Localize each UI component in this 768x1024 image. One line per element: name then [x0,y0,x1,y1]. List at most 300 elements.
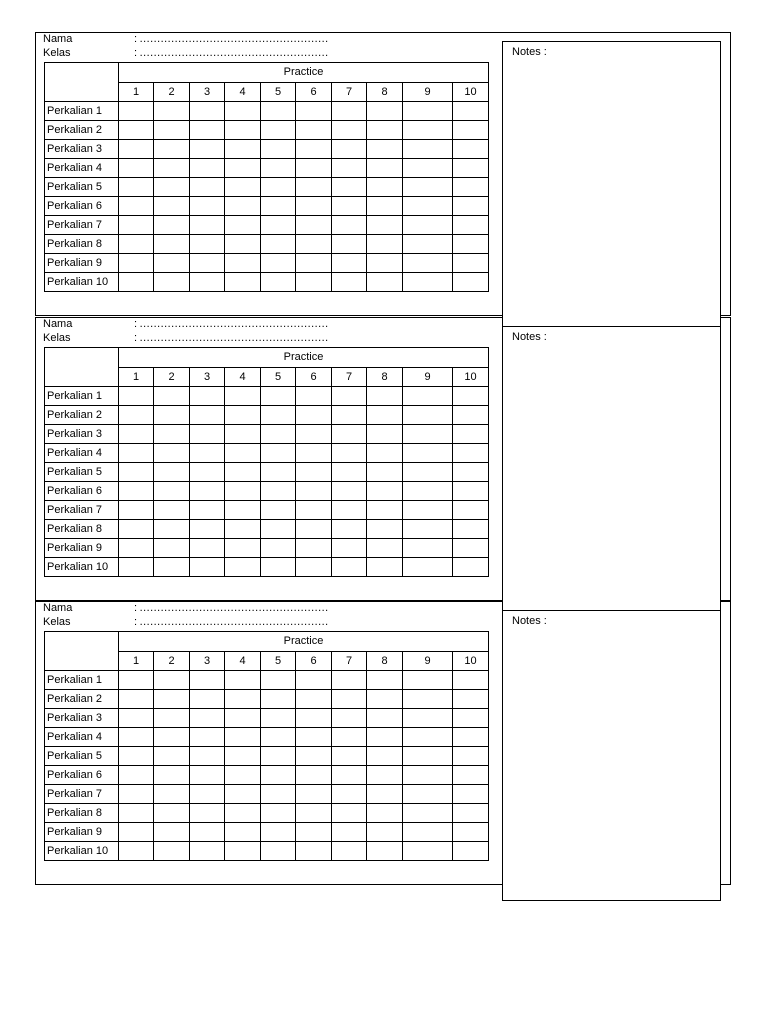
answer-cell[interactable] [119,178,154,197]
answer-cell[interactable] [296,387,332,406]
answer-cell[interactable] [119,159,154,178]
answer-cell[interactable] [225,558,261,577]
answer-cell[interactable] [261,823,296,842]
answer-cell[interactable] [154,690,190,709]
answer-cell[interactable] [154,425,190,444]
answer-cell[interactable] [261,747,296,766]
answer-cell[interactable] [332,235,367,254]
answer-cell[interactable] [332,121,367,140]
answer-cell[interactable] [403,273,453,292]
answer-cell[interactable] [225,766,261,785]
answer-cell[interactable] [332,785,367,804]
answer-cell[interactable] [225,709,261,728]
answer-cell[interactable] [190,444,225,463]
answer-cell[interactable] [367,671,403,690]
answer-cell[interactable] [296,482,332,501]
answer-cell[interactable] [453,140,489,159]
answer-cell[interactable] [453,387,489,406]
answer-cell[interactable] [225,823,261,842]
answer-cell[interactable] [296,197,332,216]
answer-cell[interactable] [261,425,296,444]
class-field[interactable]: : ……………………………………………… [134,47,329,59]
answer-cell[interactable] [453,425,489,444]
answer-cell[interactable] [453,216,489,235]
answer-cell[interactable] [332,539,367,558]
answer-cell[interactable] [261,444,296,463]
answer-cell[interactable] [367,273,403,292]
answer-cell[interactable] [190,102,225,121]
answer-cell[interactable] [367,842,403,861]
answer-cell[interactable] [296,425,332,444]
answer-cell[interactable] [190,785,225,804]
answer-cell[interactable] [154,804,190,823]
answer-cell[interactable] [296,785,332,804]
answer-cell[interactable] [154,501,190,520]
answer-cell[interactable] [190,842,225,861]
answer-cell[interactable] [190,823,225,842]
answer-cell[interactable] [453,558,489,577]
answer-cell[interactable] [296,273,332,292]
answer-cell[interactable] [190,671,225,690]
answer-cell[interactable] [403,766,453,785]
answer-cell[interactable] [225,520,261,539]
answer-cell[interactable] [154,387,190,406]
answer-cell[interactable] [119,501,154,520]
answer-cell[interactable] [190,406,225,425]
answer-cell[interactable] [261,102,296,121]
answer-cell[interactable] [367,804,403,823]
answer-cell[interactable] [403,842,453,861]
answer-cell[interactable] [154,216,190,235]
answer-cell[interactable] [403,216,453,235]
answer-cell[interactable] [453,159,489,178]
answer-cell[interactable] [154,558,190,577]
answer-cell[interactable] [261,558,296,577]
answer-cell[interactable] [154,273,190,292]
answer-cell[interactable] [190,558,225,577]
answer-cell[interactable] [367,197,403,216]
answer-cell[interactable] [119,747,154,766]
answer-cell[interactable] [332,728,367,747]
answer-cell[interactable] [332,747,367,766]
answer-cell[interactable] [296,254,332,273]
answer-cell[interactable] [367,823,403,842]
answer-cell[interactable] [225,482,261,501]
answer-cell[interactable] [190,709,225,728]
answer-cell[interactable] [367,159,403,178]
answer-cell[interactable] [225,121,261,140]
answer-cell[interactable] [119,804,154,823]
answer-cell[interactable] [190,690,225,709]
answer-cell[interactable] [261,197,296,216]
answer-cell[interactable] [261,482,296,501]
answer-cell[interactable] [296,823,332,842]
answer-cell[interactable] [403,387,453,406]
answer-cell[interactable] [332,159,367,178]
answer-cell[interactable] [332,140,367,159]
answer-cell[interactable] [190,463,225,482]
answer-cell[interactable] [154,235,190,254]
answer-cell[interactable] [261,520,296,539]
answer-cell[interactable] [367,501,403,520]
answer-cell[interactable] [403,425,453,444]
notes-box[interactable] [502,610,721,901]
answer-cell[interactable] [154,671,190,690]
answer-cell[interactable] [332,463,367,482]
answer-cell[interactable] [453,842,489,861]
answer-cell[interactable] [190,273,225,292]
answer-cell[interactable] [225,273,261,292]
answer-cell[interactable] [453,273,489,292]
answer-cell[interactable] [296,804,332,823]
answer-cell[interactable] [119,482,154,501]
answer-cell[interactable] [367,140,403,159]
answer-cell[interactable] [154,102,190,121]
answer-cell[interactable] [119,785,154,804]
answer-cell[interactable] [225,501,261,520]
answer-cell[interactable] [296,501,332,520]
answer-cell[interactable] [403,482,453,501]
answer-cell[interactable] [367,254,403,273]
answer-cell[interactable] [367,747,403,766]
answer-cell[interactable] [154,254,190,273]
answer-cell[interactable] [154,747,190,766]
answer-cell[interactable] [453,482,489,501]
answer-cell[interactable] [403,728,453,747]
answer-cell[interactable] [367,444,403,463]
answer-cell[interactable] [119,558,154,577]
answer-cell[interactable] [367,178,403,197]
answer-cell[interactable] [225,785,261,804]
answer-cell[interactable] [119,520,154,539]
answer-cell[interactable] [367,463,403,482]
answer-cell[interactable] [403,520,453,539]
answer-cell[interactable] [225,387,261,406]
answer-cell[interactable] [453,671,489,690]
answer-cell[interactable] [261,766,296,785]
answer-cell[interactable] [225,406,261,425]
answer-cell[interactable] [119,140,154,159]
answer-cell[interactable] [332,690,367,709]
answer-cell[interactable] [453,539,489,558]
answer-cell[interactable] [225,842,261,861]
answer-cell[interactable] [453,121,489,140]
answer-cell[interactable] [453,463,489,482]
answer-cell[interactable] [332,823,367,842]
answer-cell[interactable] [296,842,332,861]
answer-cell[interactable] [190,482,225,501]
name-field[interactable]: : ……………………………………………… [134,318,329,330]
answer-cell[interactable] [403,823,453,842]
class-field[interactable]: : ……………………………………………… [134,332,329,344]
answer-cell[interactable] [119,102,154,121]
answer-cell[interactable] [296,121,332,140]
answer-cell[interactable] [332,273,367,292]
answer-cell[interactable] [296,444,332,463]
answer-cell[interactable] [453,690,489,709]
answer-cell[interactable] [367,785,403,804]
answer-cell[interactable] [119,273,154,292]
name-field[interactable]: : ……………………………………………… [134,33,329,45]
answer-cell[interactable] [225,444,261,463]
answer-cell[interactable] [332,842,367,861]
answer-cell[interactable] [367,709,403,728]
answer-cell[interactable] [261,159,296,178]
answer-cell[interactable] [225,254,261,273]
answer-cell[interactable] [453,178,489,197]
answer-cell[interactable] [225,425,261,444]
answer-cell[interactable] [367,558,403,577]
answer-cell[interactable] [190,216,225,235]
answer-cell[interactable] [332,387,367,406]
answer-cell[interactable] [296,463,332,482]
answer-cell[interactable] [119,539,154,558]
answer-cell[interactable] [154,197,190,216]
answer-cell[interactable] [119,406,154,425]
answer-cell[interactable] [261,140,296,159]
answer-cell[interactable] [403,254,453,273]
answer-cell[interactable] [453,709,489,728]
answer-cell[interactable] [119,235,154,254]
answer-cell[interactable] [332,444,367,463]
answer-cell[interactable] [403,671,453,690]
answer-cell[interactable] [296,216,332,235]
answer-cell[interactable] [261,254,296,273]
answer-cell[interactable] [453,823,489,842]
answer-cell[interactable] [332,406,367,425]
answer-cell[interactable] [190,804,225,823]
answer-cell[interactable] [190,121,225,140]
answer-cell[interactable] [367,539,403,558]
answer-cell[interactable] [332,671,367,690]
answer-cell[interactable] [154,728,190,747]
answer-cell[interactable] [261,273,296,292]
answer-cell[interactable] [296,159,332,178]
answer-cell[interactable] [190,159,225,178]
answer-cell[interactable] [367,766,403,785]
answer-cell[interactable] [261,406,296,425]
answer-cell[interactable] [332,102,367,121]
answer-cell[interactable] [154,539,190,558]
answer-cell[interactable] [154,159,190,178]
answer-cell[interactable] [403,140,453,159]
answer-cell[interactable] [119,823,154,842]
answer-cell[interactable] [453,501,489,520]
name-field[interactable]: : ……………………………………………… [134,602,329,614]
answer-cell[interactable] [261,235,296,254]
answer-cell[interactable] [261,671,296,690]
answer-cell[interactable] [154,178,190,197]
answer-cell[interactable] [403,178,453,197]
answer-cell[interactable] [453,747,489,766]
answer-cell[interactable] [332,482,367,501]
answer-cell[interactable] [225,140,261,159]
answer-cell[interactable] [225,216,261,235]
answer-cell[interactable] [453,444,489,463]
answer-cell[interactable] [225,197,261,216]
answer-cell[interactable] [403,501,453,520]
answer-cell[interactable] [332,501,367,520]
answer-cell[interactable] [190,140,225,159]
answer-cell[interactable] [225,690,261,709]
answer-cell[interactable] [261,709,296,728]
answer-cell[interactable] [261,216,296,235]
answer-cell[interactable] [332,520,367,539]
answer-cell[interactable] [119,842,154,861]
answer-cell[interactable] [154,121,190,140]
answer-cell[interactable] [154,709,190,728]
answer-cell[interactable] [154,842,190,861]
answer-cell[interactable] [403,539,453,558]
answer-cell[interactable] [225,804,261,823]
answer-cell[interactable] [119,425,154,444]
answer-cell[interactable] [332,709,367,728]
answer-cell[interactable] [261,539,296,558]
class-field[interactable]: : ……………………………………………… [134,616,329,628]
answer-cell[interactable] [225,159,261,178]
answer-cell[interactable] [261,804,296,823]
answer-cell[interactable] [225,178,261,197]
answer-cell[interactable] [261,178,296,197]
answer-cell[interactable] [225,235,261,254]
answer-cell[interactable] [367,102,403,121]
answer-cell[interactable] [190,747,225,766]
answer-cell[interactable] [296,406,332,425]
answer-cell[interactable] [296,747,332,766]
answer-cell[interactable] [296,690,332,709]
answer-cell[interactable] [154,140,190,159]
answer-cell[interactable] [403,235,453,254]
answer-cell[interactable] [261,463,296,482]
answer-cell[interactable] [403,804,453,823]
answer-cell[interactable] [225,102,261,121]
answer-cell[interactable] [367,406,403,425]
answer-cell[interactable] [403,102,453,121]
answer-cell[interactable] [296,728,332,747]
answer-cell[interactable] [154,482,190,501]
answer-cell[interactable] [154,766,190,785]
answer-cell[interactable] [453,197,489,216]
answer-cell[interactable] [119,216,154,235]
answer-cell[interactable] [296,140,332,159]
answer-cell[interactable] [119,728,154,747]
answer-cell[interactable] [453,766,489,785]
answer-cell[interactable] [225,747,261,766]
answer-cell[interactable] [296,558,332,577]
answer-cell[interactable] [403,709,453,728]
answer-cell[interactable] [296,178,332,197]
answer-cell[interactable] [296,766,332,785]
answer-cell[interactable] [190,254,225,273]
answer-cell[interactable] [225,463,261,482]
answer-cell[interactable] [453,102,489,121]
answer-cell[interactable] [261,121,296,140]
answer-cell[interactable] [453,520,489,539]
answer-cell[interactable] [403,121,453,140]
answer-cell[interactable] [190,387,225,406]
answer-cell[interactable] [403,785,453,804]
answer-cell[interactable] [261,387,296,406]
answer-cell[interactable] [119,766,154,785]
answer-cell[interactable] [367,482,403,501]
answer-cell[interactable] [403,747,453,766]
answer-cell[interactable] [403,406,453,425]
answer-cell[interactable] [296,520,332,539]
answer-cell[interactable] [190,728,225,747]
answer-cell[interactable] [367,520,403,539]
answer-cell[interactable] [453,254,489,273]
answer-cell[interactable] [261,690,296,709]
answer-cell[interactable] [190,501,225,520]
answer-cell[interactable] [453,804,489,823]
answer-cell[interactable] [225,728,261,747]
answer-cell[interactable] [261,501,296,520]
answer-cell[interactable] [403,159,453,178]
answer-cell[interactable] [190,235,225,254]
answer-cell[interactable] [296,671,332,690]
notes-box[interactable] [502,41,721,329]
answer-cell[interactable] [453,406,489,425]
answer-cell[interactable] [403,690,453,709]
notes-box[interactable] [502,326,721,612]
answer-cell[interactable] [332,558,367,577]
answer-cell[interactable] [154,444,190,463]
answer-cell[interactable] [403,558,453,577]
answer-cell[interactable] [119,387,154,406]
answer-cell[interactable] [403,463,453,482]
answer-cell[interactable] [367,425,403,444]
answer-cell[interactable] [296,539,332,558]
answer-cell[interactable] [119,121,154,140]
answer-cell[interactable] [154,520,190,539]
answer-cell[interactable] [119,444,154,463]
answer-cell[interactable] [190,425,225,444]
answer-cell[interactable] [154,823,190,842]
answer-cell[interactable] [332,766,367,785]
answer-cell[interactable] [332,254,367,273]
answer-cell[interactable] [296,102,332,121]
answer-cell[interactable] [190,766,225,785]
answer-cell[interactable] [261,842,296,861]
answer-cell[interactable] [119,709,154,728]
answer-cell[interactable] [225,671,261,690]
answer-cell[interactable] [154,463,190,482]
answer-cell[interactable] [367,387,403,406]
answer-cell[interactable] [367,216,403,235]
answer-cell[interactable] [154,406,190,425]
answer-cell[interactable] [225,539,261,558]
answer-cell[interactable] [119,254,154,273]
answer-cell[interactable] [190,178,225,197]
answer-cell[interactable] [119,197,154,216]
answer-cell[interactable] [332,216,367,235]
answer-cell[interactable] [190,539,225,558]
answer-cell[interactable] [403,197,453,216]
answer-cell[interactable] [332,425,367,444]
answer-cell[interactable] [453,728,489,747]
answer-cell[interactable] [367,121,403,140]
answer-cell[interactable] [403,444,453,463]
answer-cell[interactable] [296,235,332,254]
answer-cell[interactable] [367,235,403,254]
answer-cell[interactable] [261,785,296,804]
answer-cell[interactable] [332,178,367,197]
answer-cell[interactable] [367,690,403,709]
answer-cell[interactable] [332,804,367,823]
answer-cell[interactable] [190,520,225,539]
answer-cell[interactable] [261,728,296,747]
answer-cell[interactable] [154,785,190,804]
